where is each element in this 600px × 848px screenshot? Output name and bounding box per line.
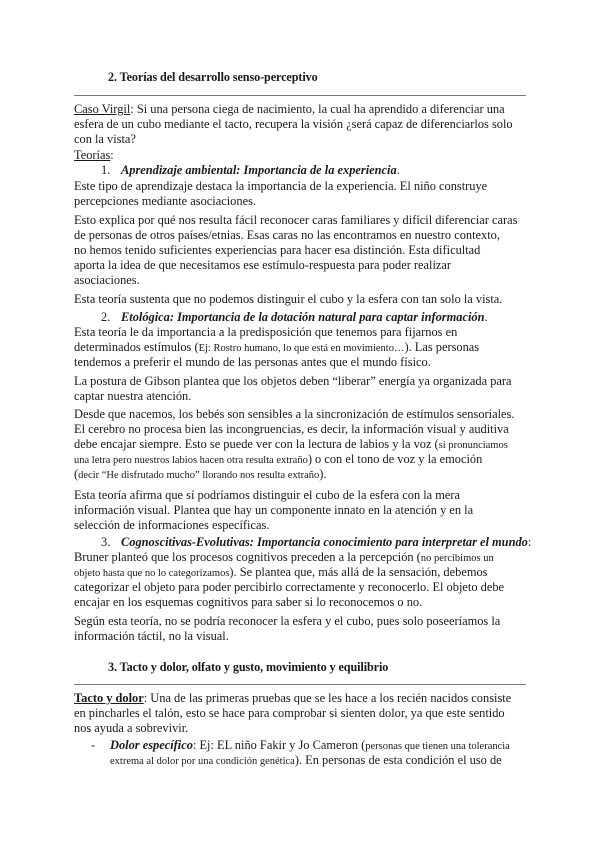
bullet-dash: -: [91, 738, 96, 752]
text-line: El cerebro no procesa bien las incongruencias, es decir, la información visual y auditiva: [74, 422, 509, 436]
theory-2-paragraph-4: [74, 488, 527, 533]
text-line: información táctil, no la visual.: [74, 629, 229, 643]
theory-1-paragraph-2: [74, 213, 527, 288]
text-line: Según esta teoría, no se podría reconocer la esfera y el cubo, pues solo poseeríamos la: [74, 614, 501, 628]
case-line: con la vista?: [74, 132, 136, 146]
text-line: debe encajar siempre. Esto se puede ver con la lectura de labios y la voz (si pronunciamos: [74, 437, 508, 451]
text-line: Esto explica por qué nos resulta fácil reconocer caras familiares y difícil diferenciar caras: [74, 213, 518, 227]
text-line: Esta teoría afirma que sí podríamos distinguir el cubo de la esfera con la mera: [74, 488, 461, 502]
text-line: Esta teoría sustenta que no podemos distinguir el cubo y la esfera con tan solo la vista.: [74, 292, 503, 306]
theories-label: Teorías: [74, 148, 111, 162]
text-line: percepciones mediante asociaciones.: [74, 194, 256, 208]
specific-pain-label: Dolor específico: [110, 738, 193, 752]
theory-2-title: Etológica: Importancia de la dotación natural para captar información.: [121, 310, 488, 324]
case-paragraph: [74, 102, 527, 147]
text-line: encajar en los esquemas cognitivos para saber si lo reconocemos o no.: [74, 595, 423, 609]
theory-1-title: Aprendizaje ambiental: Importancia de la experiencia.: [121, 163, 400, 177]
section-3-title: 3. Tacto y dolor, olfato y gusto, movimiento y equilibrio: [108, 660, 389, 674]
case-line: esfera de un cubo mediante el tacto, recupera la visión ¿será capaz de diferenciarlos solo: [74, 117, 513, 131]
touch-pain-paragraph: Tacto y dolor: Una de las primeras pruebas que se les hace a los recién nacidos consiste en pincharles el talón, esto se hace para comprobar si sienten dolor, ya que este sentido nos ayuda a sobrevivir.: [74, 691, 527, 736]
text-line: (decir “He disfrutado mucho” llorando nos resulta extraño).: [74, 467, 327, 481]
theory-2-paragraph-3: [74, 407, 527, 482]
text-line: asociaciones.: [74, 273, 140, 287]
theory-3-paragraph-2: [74, 614, 527, 644]
theory-3-paragraph-1: [74, 550, 527, 610]
specific-pain-bullet: Dolor específico: Ej: EL niño Fakir y Jo Cameron (personas que tienen una tolerancia extrema al dolor por una condición genética). En personas de esta condición el uso de: [110, 738, 510, 767]
section-2-title: 2. Teorías del desarrollo senso-perceptivo: [108, 70, 318, 84]
theories-label-row: Teorías:: [74, 148, 114, 162]
theory-2-paragraph-2: [74, 374, 527, 404]
text-line: categorizar el objeto para poder percibirlo correctamente y reconocerlo. El objeto debe: [74, 580, 505, 594]
text-line: Esta teoría le da importancia a la predisposición que tenemos para fijarnos en: [74, 325, 458, 339]
text-line: Desde que nacemos, los bebés son sensibles a la sincronización de estímulos sensoriales.: [74, 407, 515, 421]
text-line: captar nuestra atención.: [74, 389, 192, 403]
theory-3-number: 3.: [101, 535, 111, 549]
theory-1-paragraph-3: [74, 292, 527, 307]
text-line: en pincharles el talón, esto se hace para comprobar si sienten dolor, ya que este sentido: [74, 706, 505, 720]
theory-3-title: Cognoscitivas-Evolutivas: Importancia conocimiento para interpretar el mundo:: [121, 535, 532, 549]
section-3-rule: [74, 684, 526, 685]
text-line: Este tipo de aprendizaje destaca la importancia de la experiencia. El niño construye: [74, 179, 488, 193]
text-line: selección de informaciones específicas.: [74, 518, 270, 532]
text-line: La postura de Gibson plantea que los objetos deben “liberar” energía ya organizada para: [74, 374, 512, 388]
text-line: Bruner planteó que los procesos cognitivos preceden a la percepción (no percibimos un: [74, 550, 494, 564]
text-line: aporta la idea de que necesitamos ese estímulo-respuesta para poder realizar: [74, 258, 452, 272]
text-line: de personas de otros países/etnias. Esas caras no las encontramos en nuestro contexto,: [74, 228, 500, 242]
text-line: objeto hasta que no lo categorizamos). Se plantea que, más allá de la sensación, debemos: [74, 565, 488, 579]
text-line: no hemos tenido suficientes experiencias para hacer esa distinción. Esta dificultad: [74, 243, 481, 257]
text-line: una letra pero nuestros labios hacen otra resulta extraño) o con el tono de voz y la emoción: [74, 452, 483, 466]
theory-2-paragraph-1: [74, 325, 527, 370]
theory-1-number: 1.: [101, 163, 111, 177]
case-label: Caso Virgil: [74, 102, 131, 116]
theory-1-paragraph-1: [74, 179, 527, 209]
theory-2-number: 2.: [101, 310, 111, 324]
text-line: determinados estímulos (Ej: Rostro humano, lo que está en movimiento…). Las personas: [74, 340, 480, 354]
case-line: : Si una persona ciega de nacimiento, la cual ha aprendido a diferenciar una: [130, 102, 505, 116]
text-line: tendemos a preferir el mundo de las personas antes que el mundo físico.: [74, 355, 431, 369]
text-line: nos ayuda a sobrevivir.: [74, 721, 189, 735]
touch-pain-label: Tacto y dolor: [74, 691, 144, 705]
text-line: información visual. Plantea que hay un componente innato en la atención y en la: [74, 503, 474, 517]
section-2-rule: [74, 95, 526, 96]
